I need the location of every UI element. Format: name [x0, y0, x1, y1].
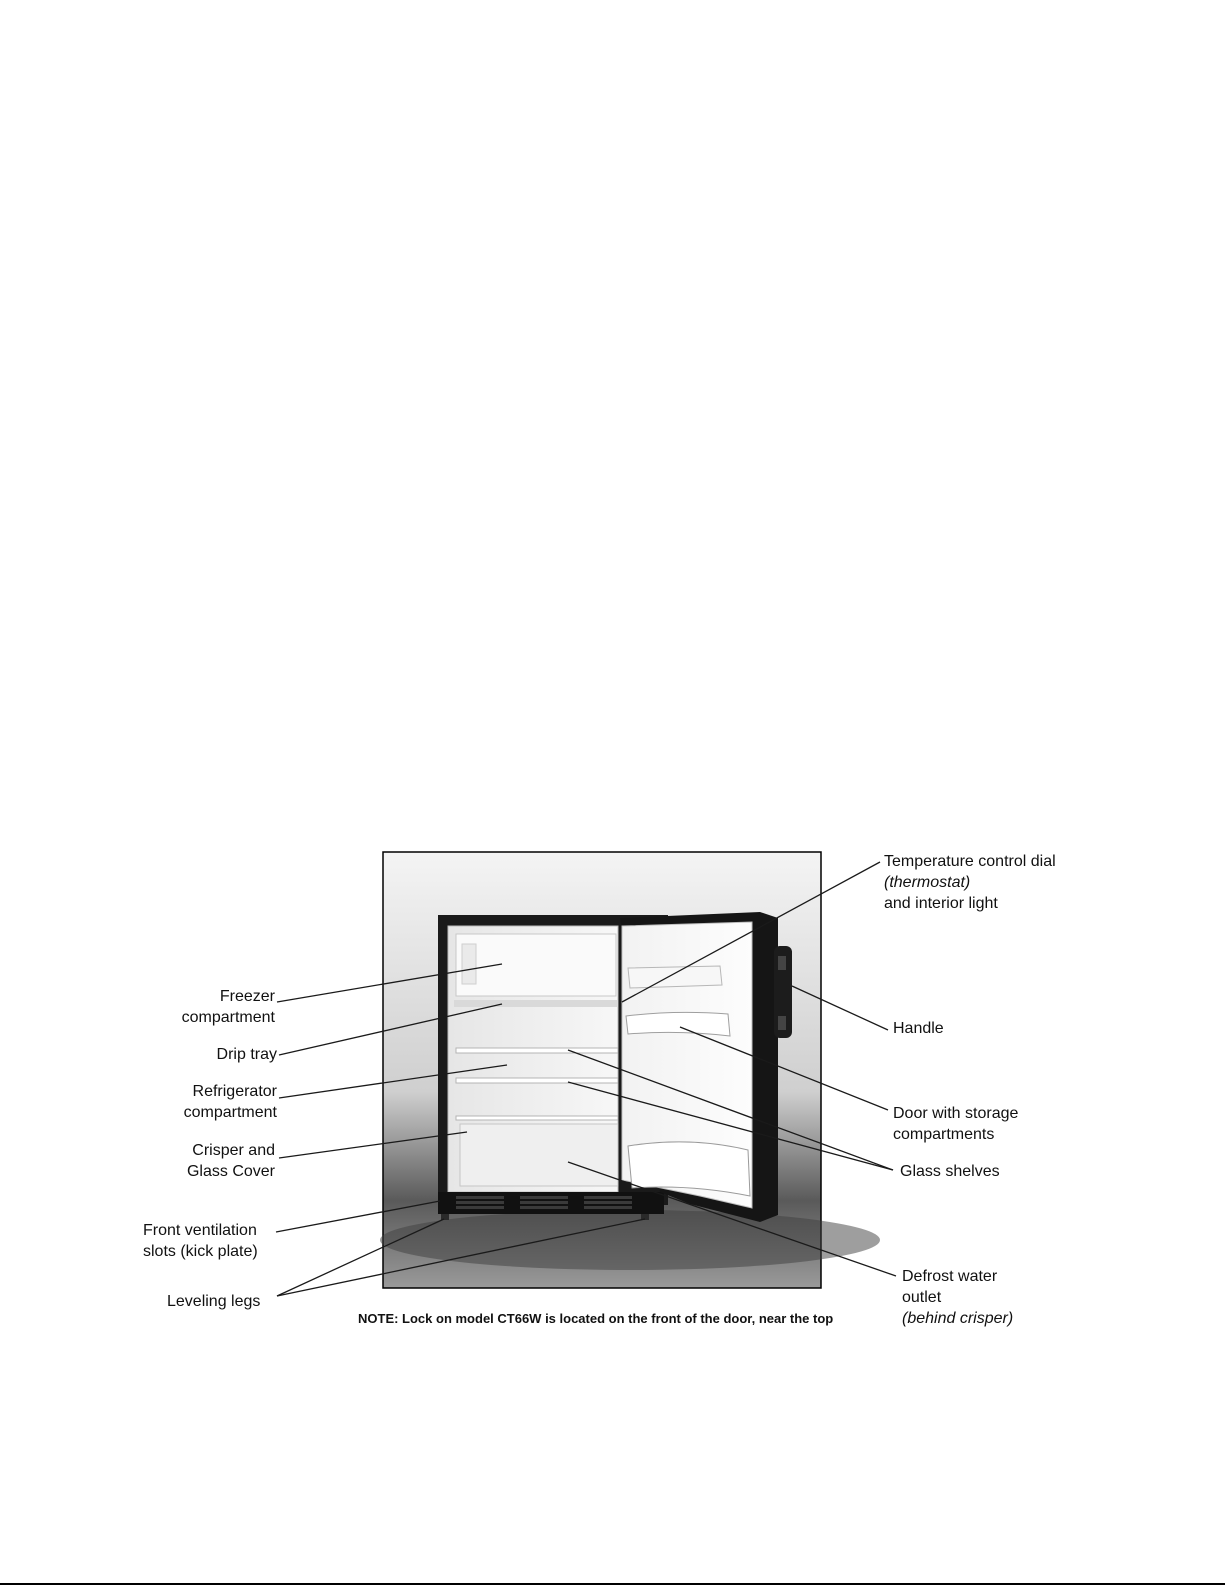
label-glass-shelves: Glass shelves — [900, 1163, 1000, 1180]
label-drip-tray: Drip tray — [216, 1046, 277, 1063]
label-defrost-outlet: Defrost water outlet (behind crisper) — [902, 1268, 1014, 1327]
lock-note: NOTE: Lock on model CT66W is located on the front of the door, near the top — [358, 1311, 834, 1326]
label-leveling-legs: Leveling legs — [167, 1293, 261, 1310]
label-handle: Handle — [893, 1020, 944, 1037]
label-door: Door with storage compartments — [893, 1105, 1019, 1143]
label-crisper: Crisper and Glass Cover — [186, 1142, 275, 1180]
label-refrigerator: Refrigerator compartment — [183, 1083, 277, 1121]
label-freezer: Freezer compartment — [181, 988, 275, 1026]
label-front-ventilation: Front ventilation slots (kick plate) — [143, 1222, 258, 1260]
label-temperature-control: Temperature control dial (thermostat) and interior light — [884, 853, 1056, 912]
